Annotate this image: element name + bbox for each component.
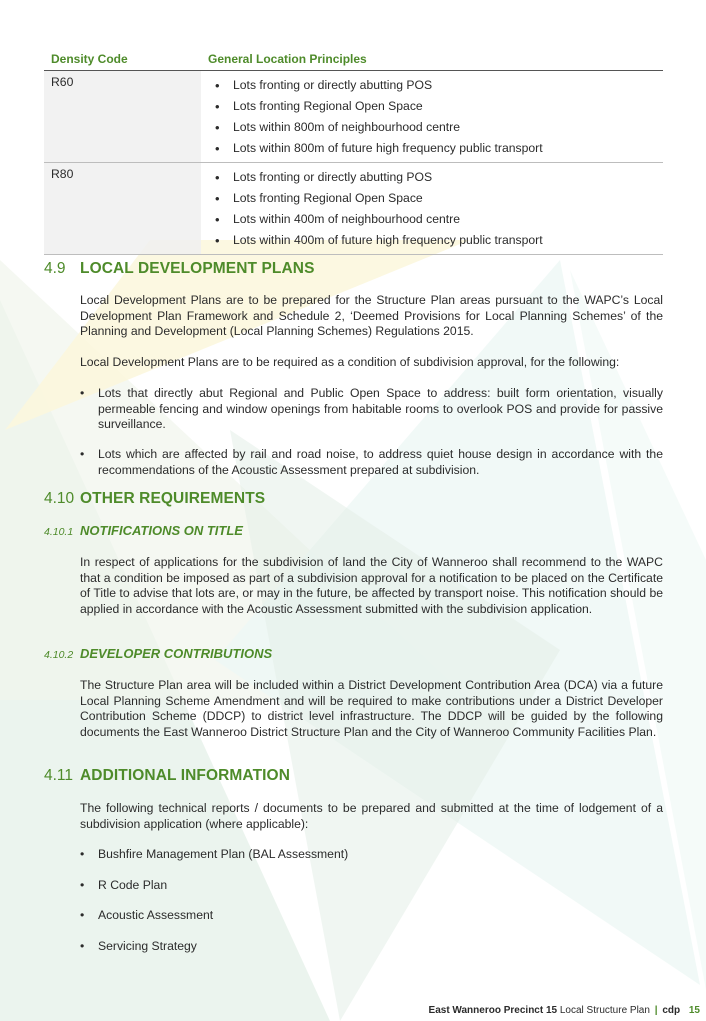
principles-cell — [201, 163, 663, 255]
density-code-cell: R60 — [44, 71, 201, 163]
paragraph: In respect of applications for the subdivision of land the City of Wanneroo shall recommend to the WAPC that a condition be imposed as part of a subdivision approval for a notification to be placed on the Certificate of Title to advise that lots are, or may in the future, be affected by transport noise. This notification should be applied in accordance with the Acoustic Assessment submitted with the subdivision application. — [80, 555, 663, 616]
section-number: 4.9 — [44, 260, 66, 277]
list-item: • Lots which are affected by rail and road noise, to address quiet house design in accordance with the recommendations of the Acoustic Assessment prepared at subdivision. — [80, 447, 663, 478]
section-number: 4.10 — [44, 490, 75, 507]
section-number: 4.11 — [44, 767, 74, 784]
subsection-number: 4.10.2 — [44, 649, 74, 661]
section-title: OTHER REQUIREMENTS — [80, 490, 266, 507]
list-item: • Lots fronting Regional Open Space — [211, 188, 663, 209]
table-row — [44, 71, 663, 163]
bullet-list — [80, 447, 663, 478]
section-title: LOCAL DEVELOPMENT PLANS — [80, 260, 315, 277]
subsection-heading-4-10-2 — [44, 646, 272, 661]
subsection-heading-4-10-1 — [44, 523, 243, 538]
section-heading-4-9 — [44, 260, 315, 278]
subsection-number: 4.10.1 — [44, 526, 74, 538]
list-item: • Lots within 800m of future high frequency public transport — [211, 138, 663, 159]
list-item: • Lots within 400m of future high frequency public transport — [211, 230, 663, 251]
principles-cell — [201, 71, 663, 163]
bullet-list — [80, 386, 663, 433]
list-item: • Bushfire Management Plan (BAL Assessment) — [80, 847, 348, 863]
list-item: • Servicing Strategy — [80, 939, 197, 955]
list-item: • Lots within 400m of neighbourhood centre — [211, 209, 663, 230]
paragraph: Local Development Plans are to be required as a condition of subdivision approval, for the following: — [80, 355, 620, 369]
header-location-principles: General Location Principles — [201, 50, 663, 71]
header-density-code: Density Code — [44, 50, 201, 71]
footer-separator: | — [654, 1005, 658, 1016]
subsection-title: DEVELOPER CONTRIBUTIONS — [80, 646, 273, 661]
density-code-cell: R80 — [44, 163, 201, 255]
list-item: • Lots fronting Regional Open Space — [211, 96, 663, 117]
list-item: • Lots within 800m of neighbourhood centre — [211, 117, 663, 138]
paragraph: Local Development Plans are to be prepared for the Structure Plan areas pursuant to the WAPC’s Local Development Plan Framework and Schedule 2, ‘Deemed Provisions for Local Planning Schemes’ of the Planning and Development (Local Planning Schemes) Regulations 2015. — [80, 293, 663, 338]
section-title: ADDITIONAL INFORMATION — [80, 767, 290, 784]
section-heading-4-10 — [44, 490, 265, 508]
footer-brand: cdp — [662, 1005, 681, 1016]
list-item: • Lots fronting or directly abutting POS — [211, 75, 663, 96]
list-item: • Lots that directly abut Regional and Public Open Space to address: built form orientation, visually permeable fencing and window openings from habitable rooms to overlook POS and provide for passive surveillance. — [80, 386, 663, 433]
subsection-title: NOTIFICATIONS ON TITLE — [80, 523, 243, 538]
list-item: • Acoustic Assessment — [80, 908, 213, 924]
table-header-row — [44, 50, 663, 71]
footer-document-name: Local Structure Plan — [559, 1005, 650, 1016]
section-heading-4-11 — [44, 767, 290, 785]
list-item: • R Code Plan — [80, 878, 167, 894]
footer-project-name: East Wanneroo Precinct 15 — [428, 1005, 558, 1016]
table-row — [44, 163, 663, 255]
density-table — [44, 50, 663, 255]
list-item: • Lots fronting or directly abutting POS — [211, 167, 663, 188]
paragraph: The Structure Plan area will be included within a District Development Contribution Area (DCA) via a future Local Planning Scheme Amendment and will be required to make contributions under a District Developer Contribution Scheme (DDCP) to district level infrastructure. The DDCP will be guided by the following documents the East Wanneroo District Structure Plan and the City of Wanneroo Community Facilities Plan. — [80, 678, 663, 739]
page-footer — [429, 1005, 700, 1016]
page-number: 15 — [688, 1005, 700, 1016]
paragraph: The following technical reports / documents to be prepared and submitted at the time of lodgement of a subdivision application (where applicable): — [80, 801, 663, 831]
